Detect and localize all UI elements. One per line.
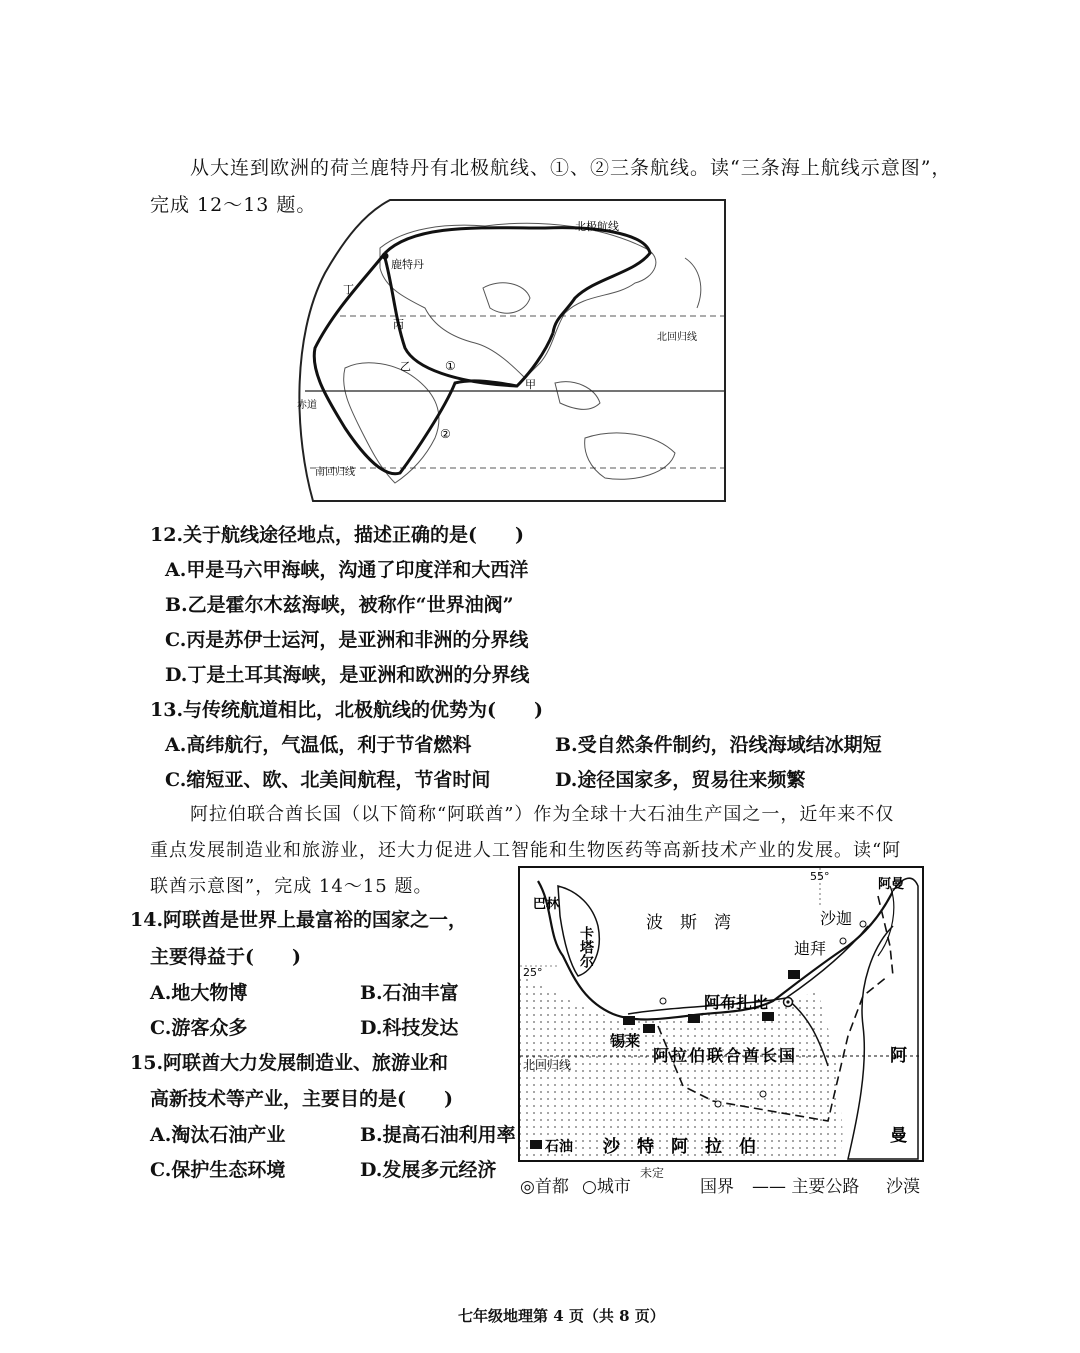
legend-city: ○城市	[582, 1177, 631, 1197]
label-equator: 赤道	[297, 400, 317, 411]
label-saudi-arabia: 沙 特 阿 拉 伯	[603, 1137, 756, 1157]
label-dubai: 迪拜	[794, 939, 827, 958]
q14-option-d: D.科技发达	[360, 1017, 459, 1039]
label-lon-55: 55°	[810, 870, 830, 883]
q14-option-b: B.石油丰富	[360, 982, 459, 1004]
label-bing: 丙	[393, 318, 404, 331]
legend-road: —— 主要公路	[752, 1177, 860, 1197]
label-abu-dhabi: 阿布扎比	[704, 993, 769, 1012]
label-oil: 石油	[545, 1139, 573, 1155]
label-ding: 丁	[343, 283, 354, 296]
label-oman-top: 阿曼	[878, 877, 905, 892]
q14-stem-line1: 14.阿联酋是世界上最富裕的国家之一，	[130, 909, 468, 931]
label-jia: 甲	[525, 378, 536, 391]
q12-option-a: A.甲是马六甲海峡，沟通了印度洋和大西洋	[165, 559, 529, 581]
label-route-2: ②	[440, 427, 451, 441]
intro1-line2: 完成 12～13 题。	[150, 194, 317, 216]
q14-option-a: A.地大物博	[150, 982, 248, 1004]
label-tropic-cancer: 北回归线	[657, 332, 697, 343]
label-persian-gulf: 波 斯 湾	[646, 913, 731, 933]
q15-option-b: B.提高石油利用率	[360, 1124, 516, 1146]
label-tropic: 北回归线	[523, 1058, 572, 1072]
page-footer: 七年级地理第 4 页（共 8 页）	[458, 1307, 665, 1325]
label-yi: 乙	[400, 360, 411, 373]
label-lat-25: 25°	[523, 966, 543, 979]
intro1-line1: 从大连到欧洲的荷兰鹿特丹有北极航线、①、②三条航线。读“三条海上航线示意图”，	[190, 157, 952, 179]
intro2-line2: 重点发展制造业和旅游业，还大力促进人工智能和生物医药等高新技术产业的发展。读“阿	[150, 840, 902, 861]
q12-option-d: D.丁是土耳其海峡，是亚洲和欧洲的分界线	[165, 664, 530, 686]
label-rotterdam: 鹿特丹	[391, 258, 424, 271]
label-sharjah: 沙迦	[820, 909, 853, 928]
uae-map	[518, 866, 926, 1164]
q15-stem-line2: 高新技术等产业，主要目的是( )	[150, 1088, 453, 1110]
intro2-line3: 联酋示意图”，完成 14～15 题。	[150, 876, 433, 897]
q15-option-d: D.发展多元经济	[360, 1159, 497, 1181]
q13-option-a: A.高纬航行，气温低，利于节省燃料	[165, 734, 472, 756]
legend-capital: ◎首都	[520, 1177, 569, 1197]
q14-option-c: C.游客众多	[150, 1017, 248, 1039]
label-uae: 阿拉伯联合酋长国	[653, 1046, 798, 1065]
label-oman-man: 曼	[890, 1126, 907, 1146]
legend-desert: 沙漠	[886, 1177, 920, 1197]
q15-stem-line1: 15.阿联酋大力发展制造业、旅游业和	[130, 1052, 449, 1074]
q14-stem-line2: 主要得益于( )	[150, 946, 301, 968]
label-arctic-route: 北极航线	[575, 220, 619, 233]
label-tropic-capricorn: 南回归线	[315, 467, 355, 478]
q13-option-d: D.途径国家多，贸易往来频繁	[555, 769, 806, 791]
q12-option-c: C.丙是苏伊士运河，是亚洲和非洲的分界线	[165, 629, 529, 651]
q12-option-b: B.乙是霍尔木兹海峡，被称作“世界油阀”	[165, 594, 514, 616]
q15-option-a: A.淘汰石油产业	[150, 1124, 286, 1146]
sea-routes-map	[285, 198, 730, 503]
q13-option-c: C.缩短亚、欧、北美间航程，节省时间	[165, 769, 491, 791]
q13-option-b: B.受自然条件制约，沿线海域结冰期短	[555, 734, 882, 756]
q15-option-c: C.保护生态环境	[150, 1159, 286, 1181]
label-oman-a: 阿	[890, 1046, 907, 1066]
label-xila: 锡莱	[610, 1032, 641, 1050]
intro2-line1: 阿拉伯联合酋长国（以下简称“阿联酋”）作为全球十大石油生产国之一，近年来不仅	[190, 804, 895, 825]
label-qatar: 卡塔尔	[578, 926, 594, 968]
label-route-1: ①	[445, 359, 456, 373]
label-bahrain: 巴林	[533, 897, 560, 912]
legend-border: 国界	[700, 1177, 734, 1197]
q13-stem: 13.与传统航道相比，北极航线的优势为( )	[150, 699, 544, 721]
legend-border-mark: 未定	[640, 1166, 665, 1180]
q12-stem: 12.关于航线途径地点，描述正确的是( )	[150, 524, 525, 546]
